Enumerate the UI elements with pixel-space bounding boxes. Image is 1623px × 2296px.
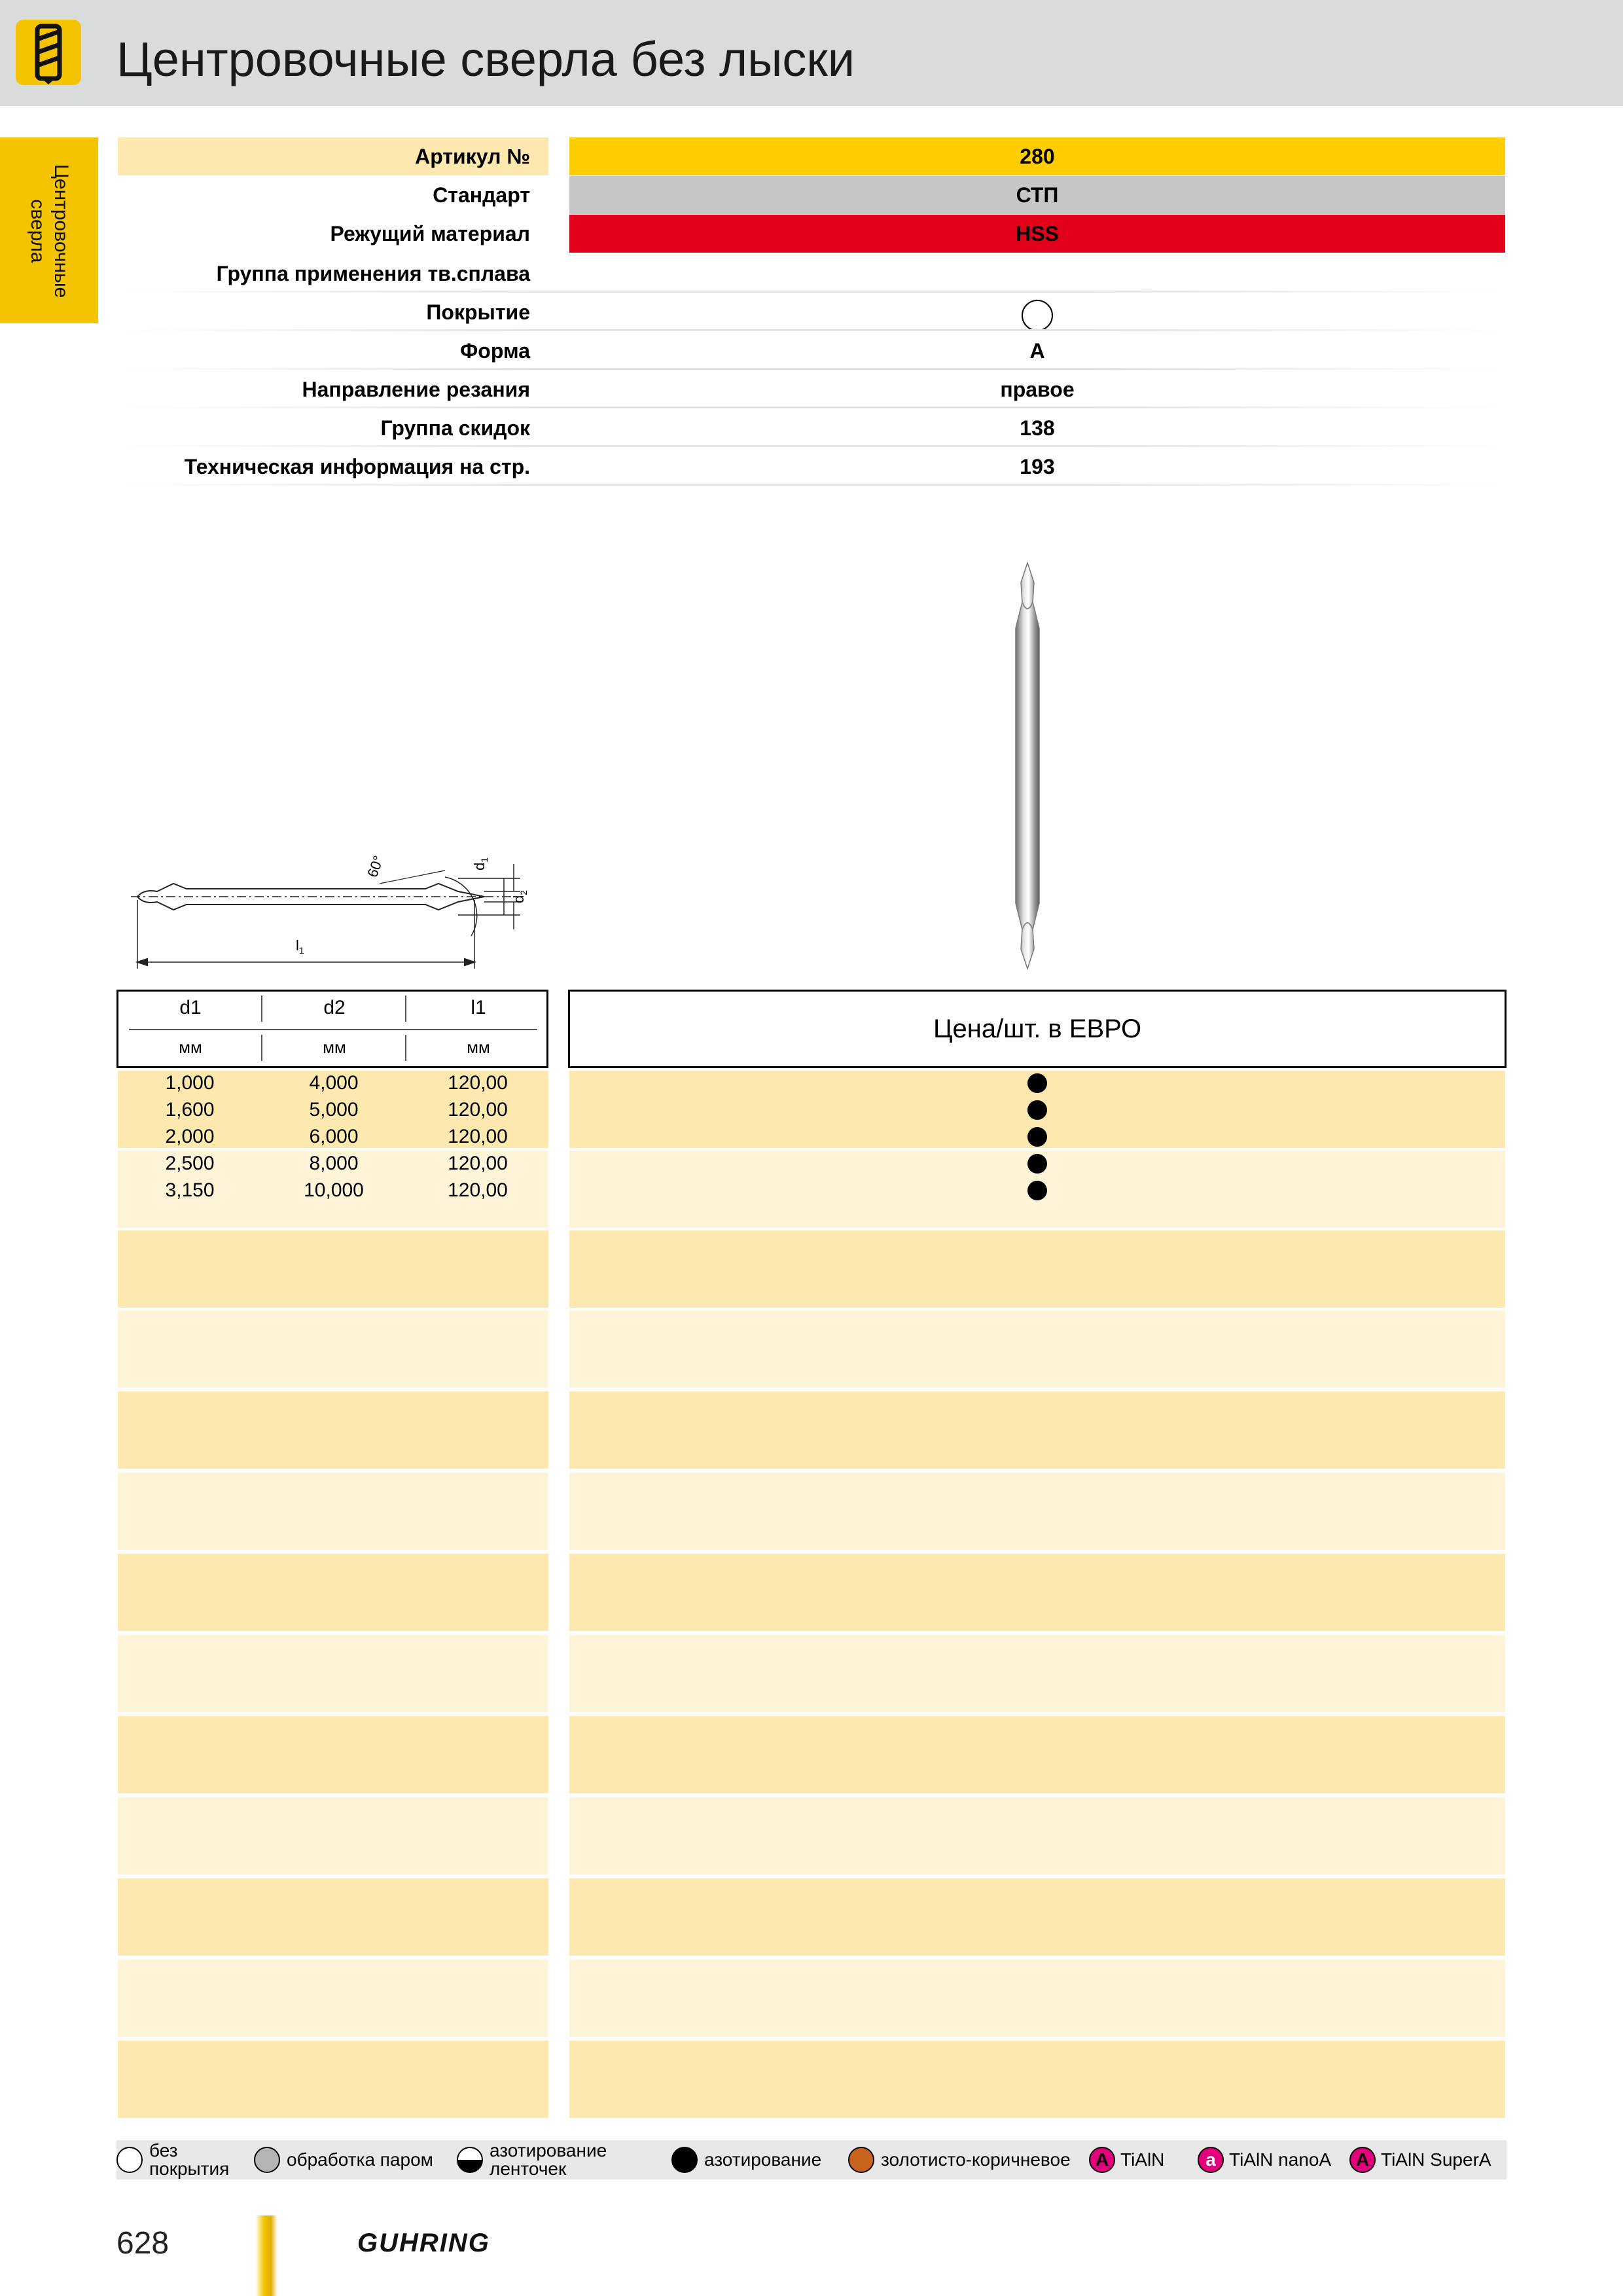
property-row-coating (118, 293, 1505, 331)
no-coating-circle-icon (1022, 300, 1053, 331)
l1-label: $l_1$ (296, 937, 304, 956)
cell-l1: 120,00 (448, 1099, 508, 1121)
availability-dot-icon (1027, 1100, 1047, 1120)
cell-d1: 1,600 (165, 1099, 215, 1121)
cell-d2: 6,000 (309, 1126, 359, 1147)
product-photo (982, 556, 1073, 975)
column-header-l1: l1 (471, 997, 486, 1018)
property-label: Стандарт (433, 183, 530, 207)
property-label: Форма (459, 339, 530, 363)
property-label: Режущий материал (330, 222, 530, 245)
property-label: Артикул № (415, 145, 530, 168)
property-value: HSS (569, 215, 1505, 253)
tialn-supera-icon: A (1349, 2147, 1376, 2173)
property-value: 280 (569, 137, 1505, 175)
property-row-discount-group (118, 409, 1505, 447)
property-label: Покрытие (426, 300, 530, 324)
tialn-nanoa-icon: a (1198, 2147, 1224, 2173)
column-unit-d2: мм (323, 1037, 346, 1057)
property-value: правое (1000, 378, 1075, 401)
cell-d2: 10,000 (304, 1179, 364, 1201)
cell-d2: 4,000 (309, 1072, 359, 1094)
property-label: Техническая информация на стр. (184, 455, 530, 478)
steam-treated-icon (254, 2147, 280, 2173)
section-tab (0, 137, 98, 323)
page-header (0, 0, 1623, 106)
property-row-carbide-group (118, 255, 1505, 293)
angle-label: 60° (364, 853, 387, 880)
drill-bit-icon (16, 20, 81, 85)
cell-l1: 120,00 (448, 1179, 508, 1201)
spec-table-header (116, 990, 548, 1068)
d1-label: $d_1$ (471, 857, 490, 870)
legend-item: азотирование (671, 2140, 821, 2179)
page-number: 628 (116, 2226, 169, 2261)
section-tab-line1: Центровочные (50, 164, 72, 298)
property-row-article (118, 137, 1505, 175)
legend-item: азотирование ленточек (457, 2140, 607, 2179)
gold-brown-icon (848, 2147, 874, 2173)
no-coating-icon (116, 2147, 143, 2173)
land-nitrided-icon (457, 2147, 483, 2173)
price-column-header: Цена/шт. в ЕВРО (568, 990, 1507, 1068)
footer-accent-bar (255, 2215, 277, 2296)
property-row-shape (118, 332, 1505, 370)
property-row-material (118, 215, 1505, 253)
cell-l1: 120,00 (448, 1153, 508, 1174)
property-row-cutting-direction (118, 370, 1505, 408)
availability-dot-icon (1027, 1127, 1047, 1147)
cell-d2: 5,000 (309, 1099, 359, 1121)
page-title: Центровочные сверла без лыски (116, 32, 855, 86)
availability-dot-icon (1027, 1154, 1047, 1174)
property-label: Направление резания (302, 378, 530, 401)
tialn-icon: A (1089, 2147, 1115, 2173)
column-unit-d1: мм (179, 1037, 202, 1057)
legend-item: золотисто-коричневое (848, 2140, 1071, 2179)
legend-item: A TiAlN (1089, 2140, 1164, 2179)
brand-logo: GUHRING (357, 2229, 490, 2257)
nitrided-icon (671, 2147, 698, 2173)
legend-item: a TiAlN nanoA (1198, 2140, 1331, 2179)
cell-l1: 120,00 (448, 1072, 508, 1094)
section-tab-line2: сверла (27, 199, 48, 263)
property-value: СТП (569, 176, 1505, 214)
column-header-d1: d1 (179, 997, 202, 1018)
technical-drawing (118, 838, 537, 975)
property-label: Группа применения тв.сплава (216, 262, 530, 285)
column-unit-l1: мм (467, 1037, 490, 1057)
coating-legend (116, 2140, 1507, 2179)
cell-d1: 3,150 (165, 1179, 215, 1201)
property-value (569, 255, 1505, 293)
cell-d1: 2,500 (165, 1153, 215, 1174)
property-value: 138 (1020, 416, 1055, 440)
property-value: A (1029, 339, 1045, 363)
legend-item: без покрытия (116, 2140, 229, 2179)
legend-item: обработка паром (254, 2140, 433, 2179)
d2-label: $d_2$ (510, 889, 529, 903)
property-row-standard (118, 176, 1505, 214)
cell-d1: 1,000 (165, 1072, 215, 1094)
property-label: Группа скидок (380, 416, 530, 440)
property-value: 193 (1020, 455, 1055, 478)
availability-dot-icon (1027, 1073, 1047, 1093)
column-header-d2: d2 (323, 997, 346, 1018)
cell-d2: 8,000 (309, 1153, 359, 1174)
property-row-tech-info (118, 448, 1505, 486)
cell-l1: 120,00 (448, 1126, 508, 1147)
cell-d1: 2,000 (165, 1126, 215, 1147)
availability-dot-icon (1027, 1181, 1047, 1200)
legend-item: A TiAlN SuperA (1349, 2140, 1491, 2179)
